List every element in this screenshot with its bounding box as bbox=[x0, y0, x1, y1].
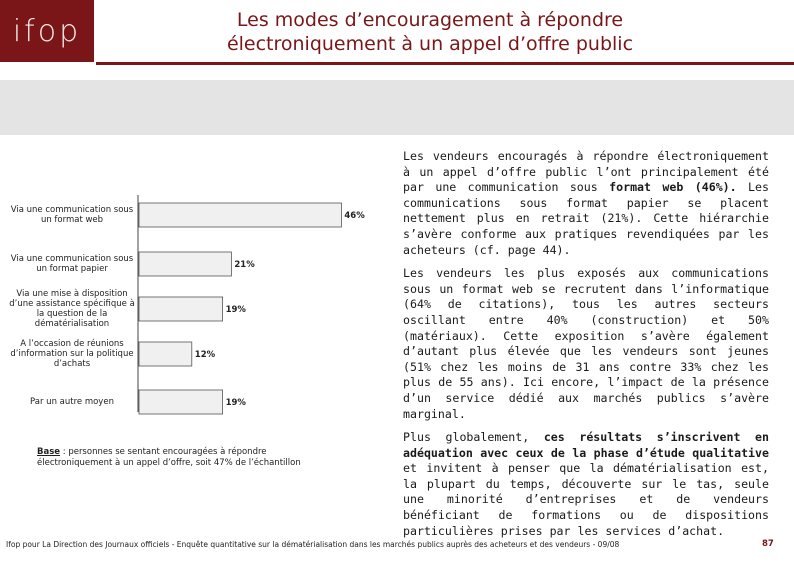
bar-4 bbox=[139, 390, 223, 414]
bar-chart bbox=[8, 190, 393, 415]
bar-value-label-2: 19% bbox=[225, 305, 246, 315]
bar-category-label-4: Par un autre moyen bbox=[30, 397, 114, 407]
ifop-logo bbox=[0, 0, 94, 62]
p3-text-a: Plus globalement, bbox=[403, 430, 544, 445]
p1-bold: format web (46%). bbox=[609, 180, 737, 195]
p3-text-b: et invitent à penser que la dématérialisation est, la plupart du temps, découverte sur le tas, seule une minorité d’entreprises et de vendeurs bénéficiant de formations ou de dispositions particulières prises par les services d’achat. bbox=[403, 461, 769, 538]
bar-value-label-1: 21% bbox=[234, 260, 255, 270]
bar-category-label-0: Via une communication sous un format web bbox=[10, 205, 134, 225]
bar-value-label-4: 19% bbox=[225, 398, 246, 408]
p1-text-a: Les vendeurs encouragés à répondre électroniquement à un appel d’offre public l’ont principalement été par une communication sous bbox=[403, 149, 769, 195]
bar-0 bbox=[139, 203, 341, 227]
bar-2 bbox=[139, 297, 223, 321]
logo-text: ifop bbox=[12, 13, 82, 49]
base-note-text: : personnes se sentant encouragées à répondre électroniquement à un appel d’offre, soit 47% de l’échantillon bbox=[37, 447, 301, 468]
p3-bold: ces résultats s’inscrivent en adéquation avec ceux de la phase d’étude qualitative bbox=[403, 430, 770, 460]
paragraph-3 bbox=[403, 430, 769, 539]
page-title bbox=[130, 8, 730, 56]
base-note bbox=[37, 447, 322, 468]
paragraph-1 bbox=[403, 149, 769, 258]
bar-value-label-3: 12% bbox=[194, 350, 216, 360]
title-line-2: électroniquement à un appel d’offre public bbox=[226, 33, 634, 55]
base-note-label: Base bbox=[37, 447, 61, 457]
footer-text: Ifop pour La Direction des Journaux officiels - Enquête quantitative sur la dématérialisation dans les marchés publics auprès des acheteurs et des vendeurs - 09/08 bbox=[6, 540, 620, 549]
bar-value-label-0: 46% bbox=[344, 211, 365, 221]
page-number: 87 bbox=[762, 539, 774, 549]
bar-category-label-1: Via une communication sous un format papier bbox=[10, 254, 134, 274]
paragraph-2: Les vendeurs les plus exposés aux communications sous un format web se recrutent dans l’informatique (64% de citations), tous les autres secteurs oscillant entre 40% (construction) et 50% (matériaux). Cette exposition s’avère également d’autant plus élevée que les vendeurs sont jeunes (51% chez les moins de 31 ans contre 33% chez les plus de 55 ans). Ici encore, l’impact de la présence d’un service dédié aux marchés publics s’avère marginal. bbox=[403, 266, 769, 421]
title-line-1: Les modes d’encouragement à répondre bbox=[236, 9, 624, 31]
bar-category-label-3: A l’occasion de réunions d’information sur la politique d’achats bbox=[10, 339, 134, 369]
grey-band bbox=[0, 80, 794, 135]
p1-text-b: Les communications sous format papier se placent nettement plus en retrait (21%). Cette hiérarchie s’avère conforme aux pratiques revendiquées par les acheteurs (cf. page 44). bbox=[403, 180, 769, 257]
bar-3 bbox=[139, 342, 192, 366]
commentary bbox=[403, 149, 769, 547]
title-rule bbox=[96, 62, 794, 65]
bar-1 bbox=[139, 252, 231, 276]
bar-category-label-2: Via une mise à disposition d’une assistance spécifique à la question de la dématérialisation bbox=[9, 289, 135, 329]
